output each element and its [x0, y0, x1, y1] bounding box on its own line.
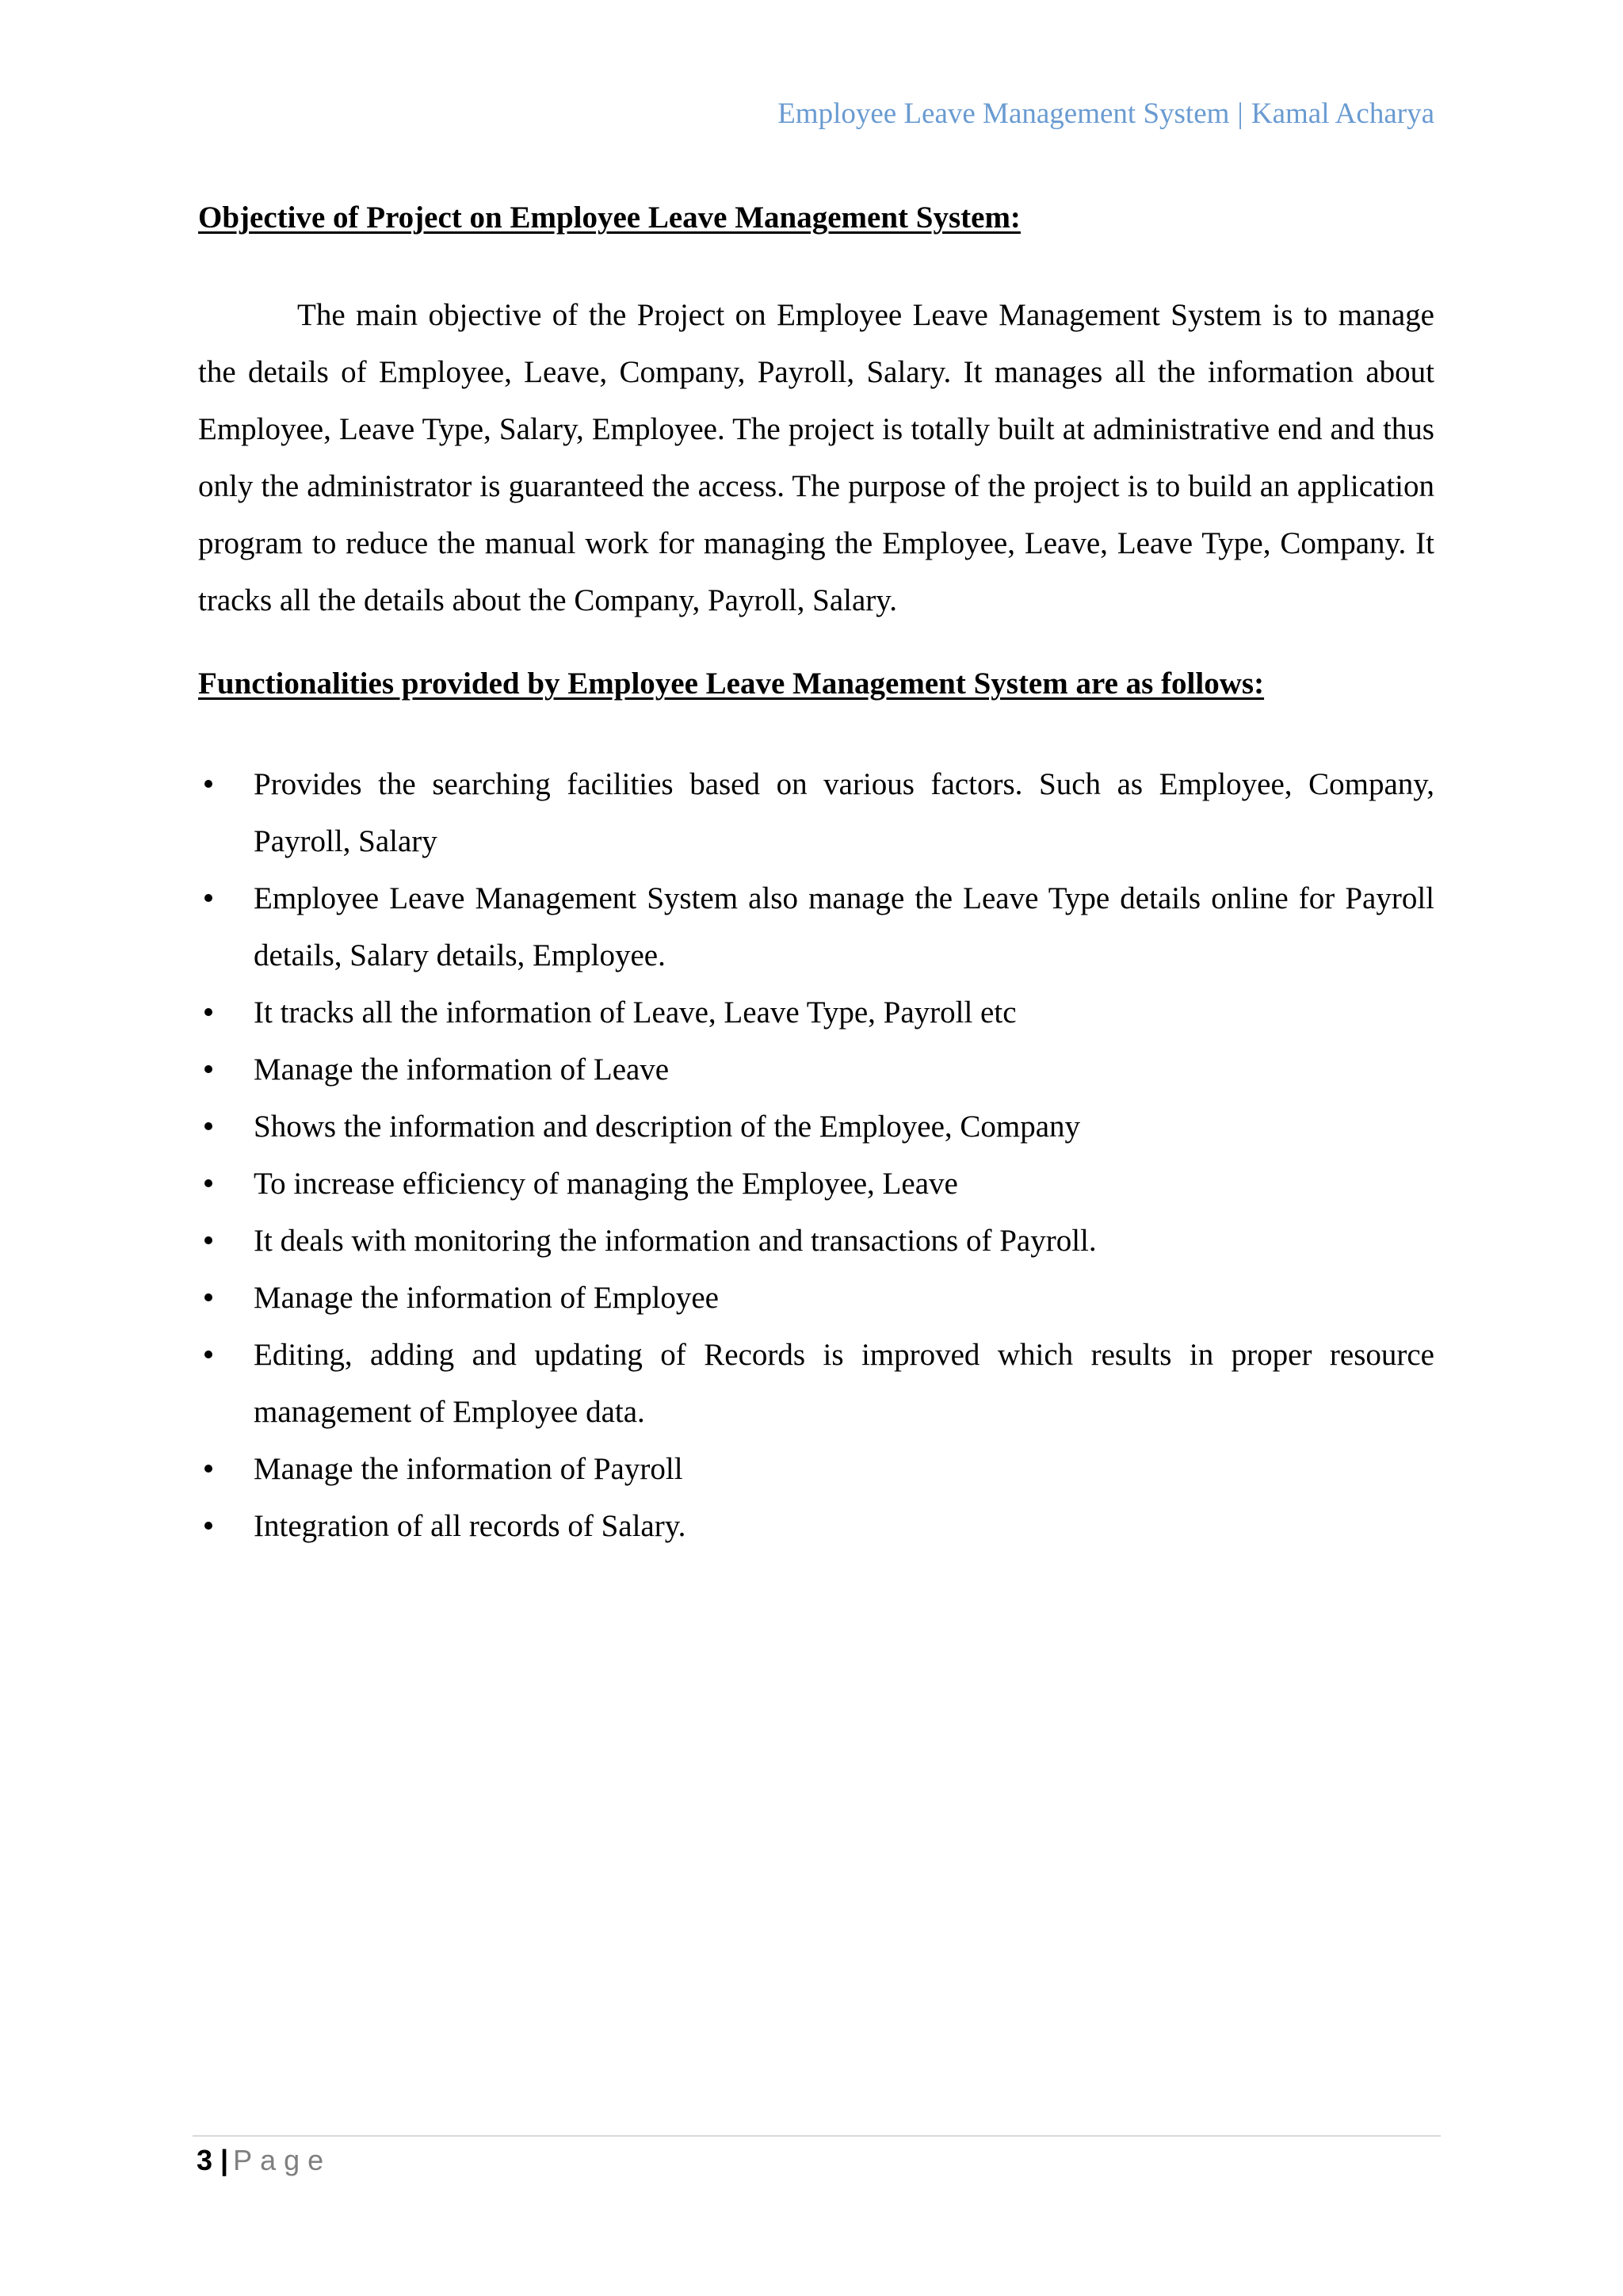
footer-divider [193, 2135, 1441, 2137]
list-item [198, 1270, 1434, 1327]
list-item-text: Employee Leave Management System also manage the Leave Type details online for Payroll details, Salary details, Employee. [254, 881, 1434, 972]
list-item-text: Integration of all records of Salary. [254, 1509, 686, 1543]
list-item [198, 984, 1434, 1041]
bullet-icon [204, 1522, 212, 1530]
list-item [198, 1441, 1434, 1498]
bullet-icon [204, 894, 212, 902]
bullet-icon [204, 1293, 212, 1301]
footer-page-label: Page [233, 2144, 332, 2176]
bullet-icon [204, 1179, 212, 1187]
list-item-text: To increase efficiency of managing the Employee, Leave [254, 1167, 958, 1201]
bullet-icon [204, 1065, 212, 1073]
page-footer [197, 2144, 331, 2177]
list-item-text: Shows the information and description of the Employee, Company [254, 1110, 1081, 1144]
objective-paragraph: The main objective of the Project on Employee Leave Management System is to manage the details of Employee, Leave, Company, Payroll, Salary. It manages all the information about Employee, Leave Type, Salary, Employee. The project is totally built at administrative end and thus only the administrator is guaranteed the access. The purpose of the project is to build an application program to reduce the manual work for managing the Employee, Leave, Leave Type, Company. It tracks all the details about the Company, Payroll, Salary. [198, 298, 1434, 617]
list-item-text: Editing, adding and updating of Records is improved which results in proper resource management of Employee data. [254, 1338, 1434, 1429]
list-item [198, 1327, 1434, 1441]
list-item-text: Manage the information of Employee [254, 1281, 719, 1315]
list-item [198, 1156, 1434, 1213]
list-item [198, 1098, 1434, 1156]
list-item [198, 1213, 1434, 1270]
list-item-text: Manage the information of Payroll [254, 1452, 683, 1486]
bullet-icon [204, 1122, 212, 1130]
bullet-icon [204, 1350, 212, 1358]
list-item-text: Manage the information of Leave [254, 1052, 670, 1087]
header-separator: | [1237, 97, 1243, 130]
list-item-text: It tracks all the information of Leave, Leave Type, Payroll etc [254, 995, 1017, 1030]
list-item [198, 756, 1434, 870]
bullet-icon [204, 1008, 212, 1016]
page-content [198, 195, 1434, 1555]
bullet-icon [204, 1236, 212, 1244]
functionalities-heading: Functionalities provided by Employee Leave Management System are as follows: [198, 667, 1265, 701]
list-item [198, 1498, 1434, 1555]
list-item-text: Provides the searching facilities based on various factors. Such as Employee, Company, Payroll, Salary [254, 767, 1434, 858]
bullet-icon [204, 1465, 212, 1473]
header-title: Employee Leave Management System [777, 97, 1230, 130]
bullet-icon [204, 780, 212, 788]
list-item [198, 1041, 1434, 1098]
running-header [777, 97, 1434, 131]
header-author: Kamal Acharya [1251, 97, 1434, 130]
footer-page-number: 3 [197, 2144, 213, 2176]
functionalities-list [198, 756, 1434, 1555]
objective-heading: Objective of Project on Employee Leave Management System: [198, 201, 1021, 235]
list-item-text: It deals with monitoring the information and transactions of Payroll. [254, 1224, 1097, 1258]
footer-separator: | [220, 2144, 229, 2176]
list-item [198, 870, 1434, 984]
